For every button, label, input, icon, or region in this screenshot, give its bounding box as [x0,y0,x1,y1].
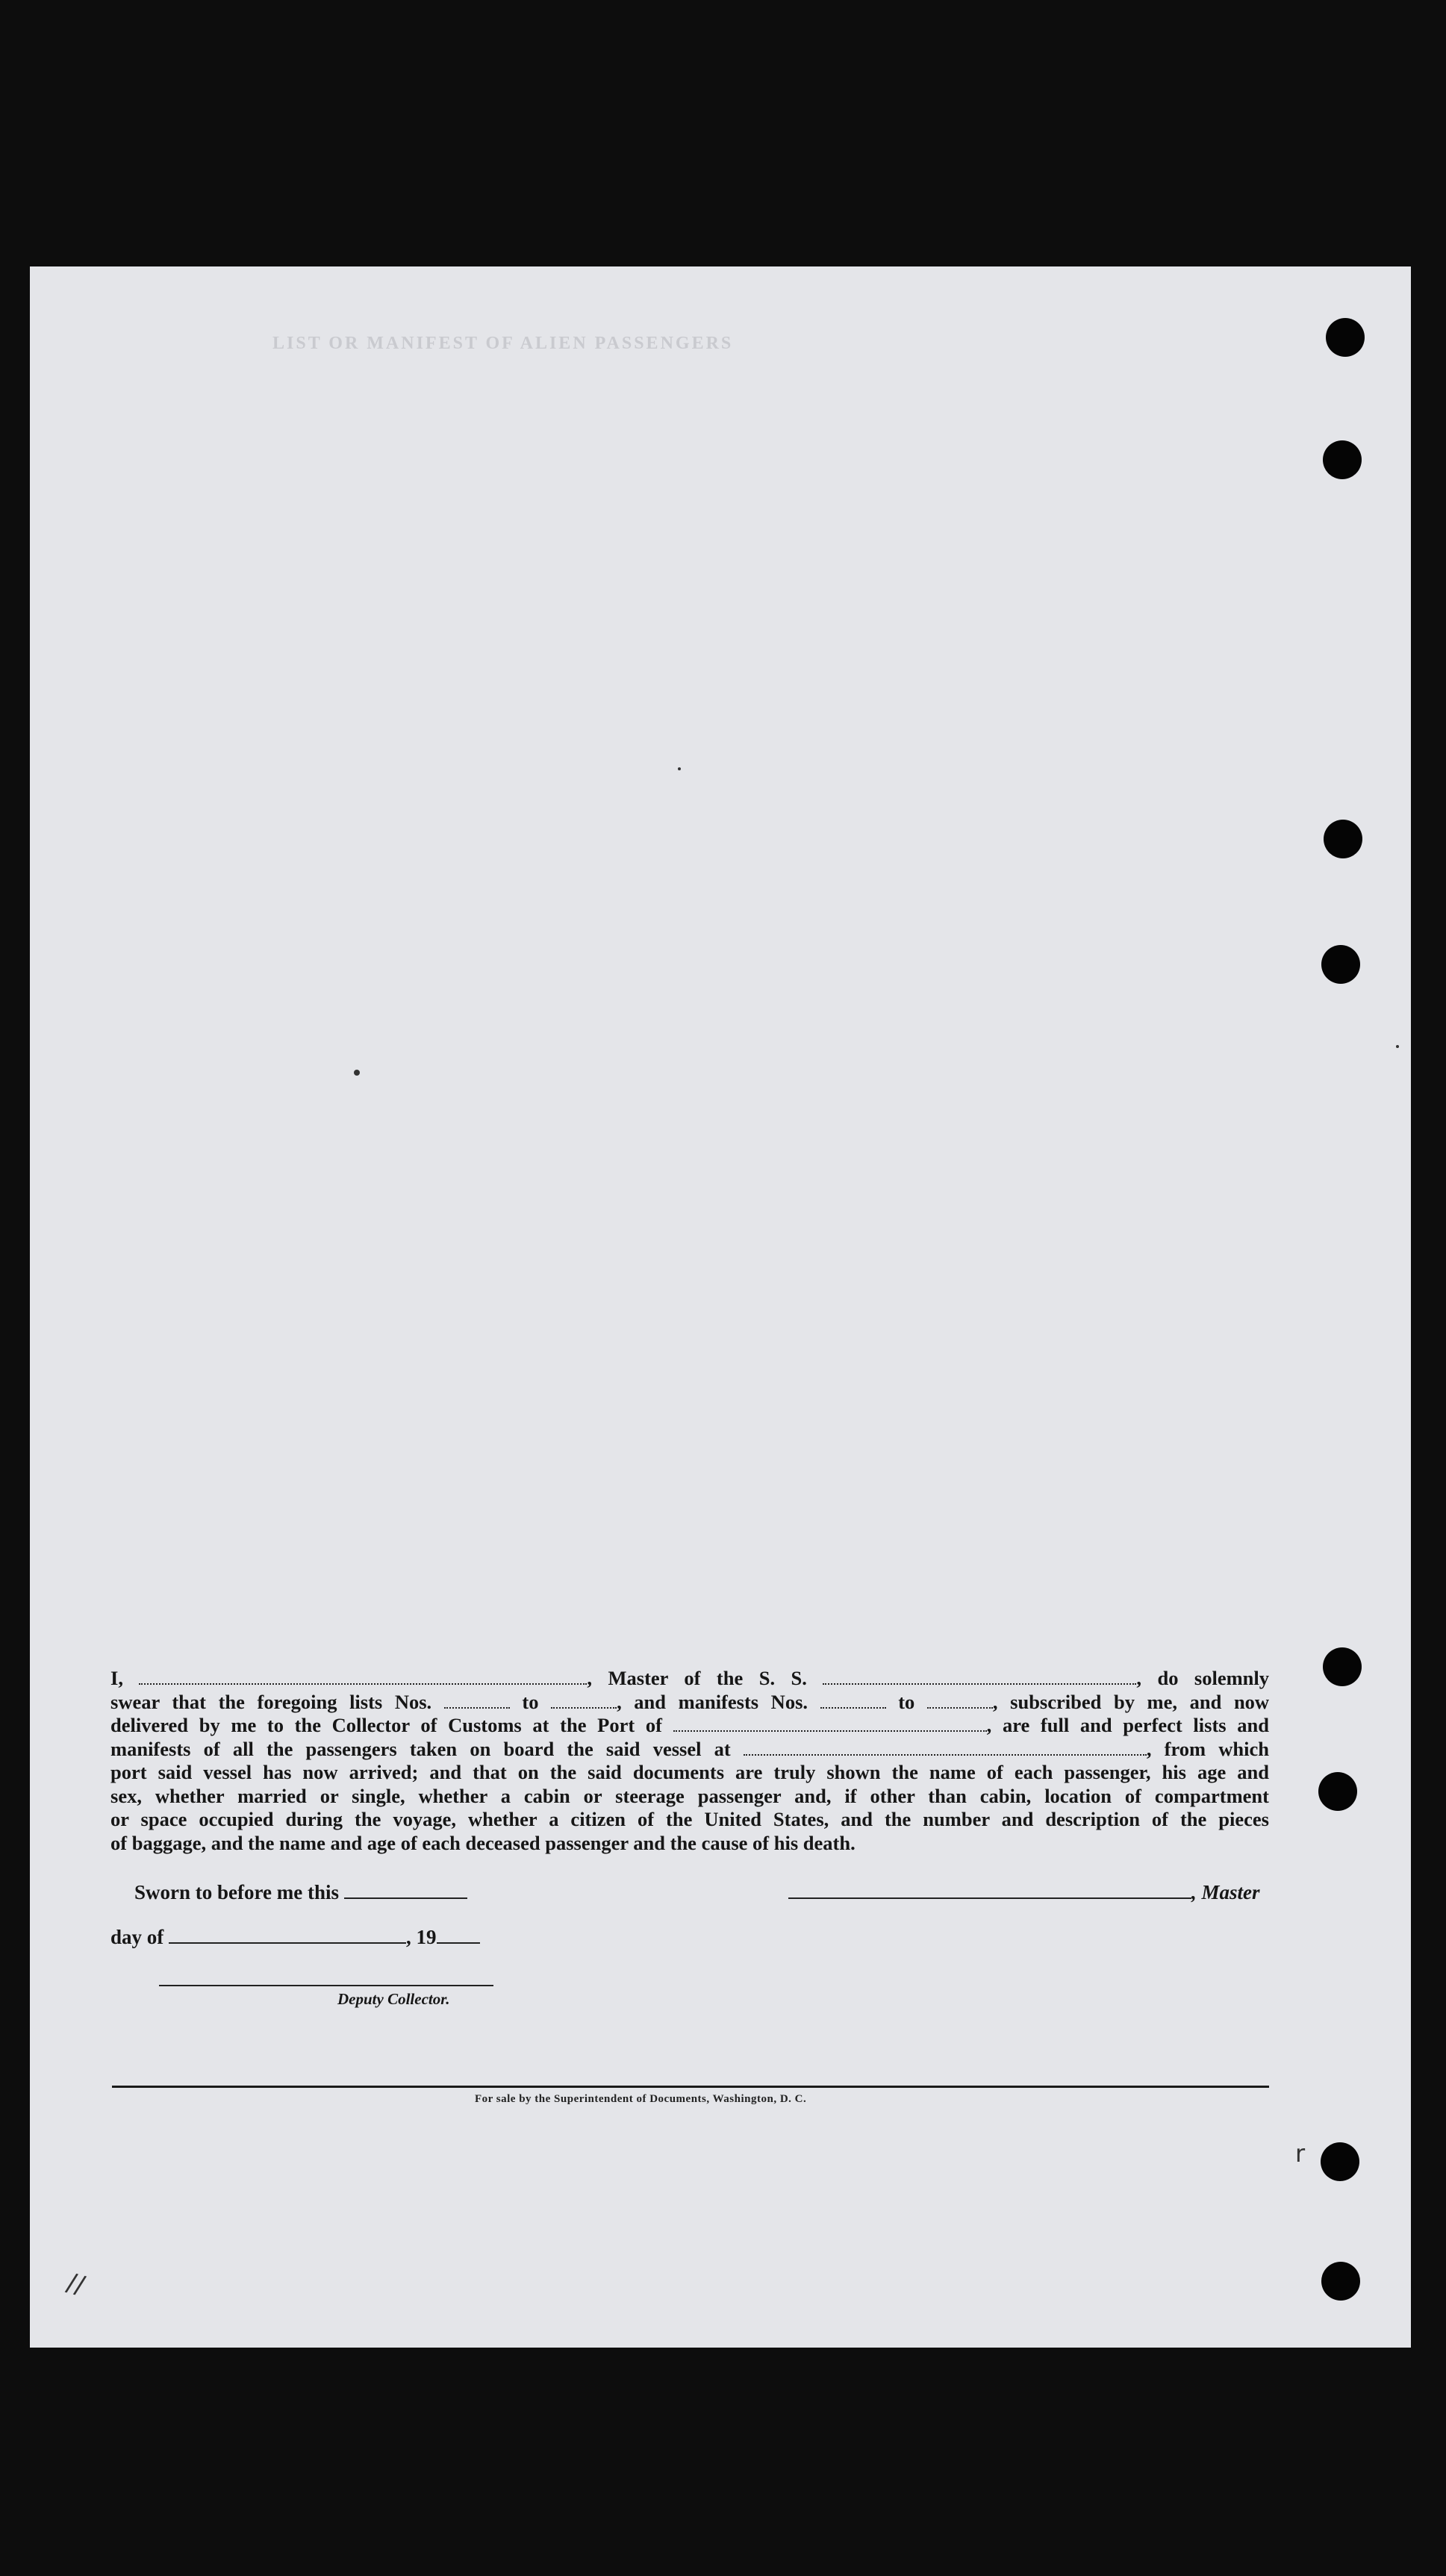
oath-line-5: port said vessel has now arrived; and that on the said documents are truly shown the name of each passenger, his age and [110,1761,1269,1783]
port-blank [673,1715,987,1732]
paper-speck [354,1070,360,1076]
sworn-day-line [344,1894,467,1899]
month-line [169,1939,406,1944]
binder-hole-6 [1318,1772,1357,1811]
oath-subscribed: , subscribed by me, and now [992,1690,1270,1713]
binder-hole-5 [1323,1647,1362,1686]
oath-line-2 [110,1691,1269,1715]
master-signature-line [788,1894,1191,1899]
master-label: , Master [1191,1881,1260,1903]
oath-to: to [522,1690,539,1713]
bleed-through-header: LIST OR MANIFEST OF ALIEN PASSENGERS [272,334,734,353]
oath-full-lists: , are full and perfect lists and [986,1714,1269,1736]
paper-speck [678,767,681,770]
master-name-blank [139,1668,587,1685]
oath-to-2: to [898,1690,915,1713]
oath-line-1 [110,1667,1269,1691]
manifests-from-blank [820,1692,886,1709]
oath-i: I, [110,1667,123,1689]
oath-line-3 [110,1714,1269,1738]
oath-line-7: or space occupied during the voyage, whether a citizen of the United States, and the number and description of the pieces [110,1808,1269,1830]
footer-rule [112,2086,1269,2088]
oath-master-of: , Master of the S. S. [587,1667,807,1689]
vessel-name-blank [823,1668,1136,1685]
master-oath-paragraph [110,1667,1269,1855]
oath-manifests-nos: , and manifests Nos. [617,1690,808,1713]
year-line [437,1939,480,1944]
lists-to-blank [551,1692,617,1709]
printer-note: For sale by the Superintendent of Documents, Washington, D. C. [475,2093,807,2105]
oath-port-of: delivered by me to the Collector of Customs at the Port of [110,1714,662,1736]
binder-hole-4 [1321,945,1360,984]
manifests-to-blank [927,1692,993,1709]
lists-from-blank [444,1692,510,1709]
margin-mark-right: r [1295,2139,1306,2168]
binder-hole-7 [1321,2142,1359,2181]
oath-line-6: sex, whether married or single, whether a cabin or steerage passenger and, if other than cabin, location of compartment [110,1784,1269,1807]
oath-line-8: of baggage, and the name and age of each deceased passenger and the cause of his death. [110,1831,856,1854]
year-label: , 19 [406,1926,437,1948]
boarding-port-blank [744,1739,1147,1756]
binder-hole-2 [1323,440,1362,479]
oath-taken-on-board: manifests of all the passengers taken on board the said vessel at [110,1737,731,1760]
deputy-collector-label: Deputy Collector. [337,1990,450,2008]
date-row [110,1926,480,1949]
sworn-row [134,1881,467,1904]
oath-solemnly: , do solemnly [1136,1667,1270,1689]
binder-hole-8 [1321,2262,1360,2301]
margin-mark-left: // [63,2267,88,2301]
binder-hole-1 [1326,318,1365,357]
oath-line-4 [110,1738,1269,1762]
sworn-label: Sworn to before me this [134,1881,339,1903]
manifest-page [30,266,1411,2348]
oath-from-which: , from which [1146,1737,1270,1760]
master-signature-row [788,1881,1260,1904]
oath-lists-nos: swear that the foregoing lists Nos. [110,1690,432,1713]
binder-hole-3 [1324,820,1362,858]
day-of-label: day of [110,1926,164,1948]
paper-speck [1396,1045,1399,1048]
